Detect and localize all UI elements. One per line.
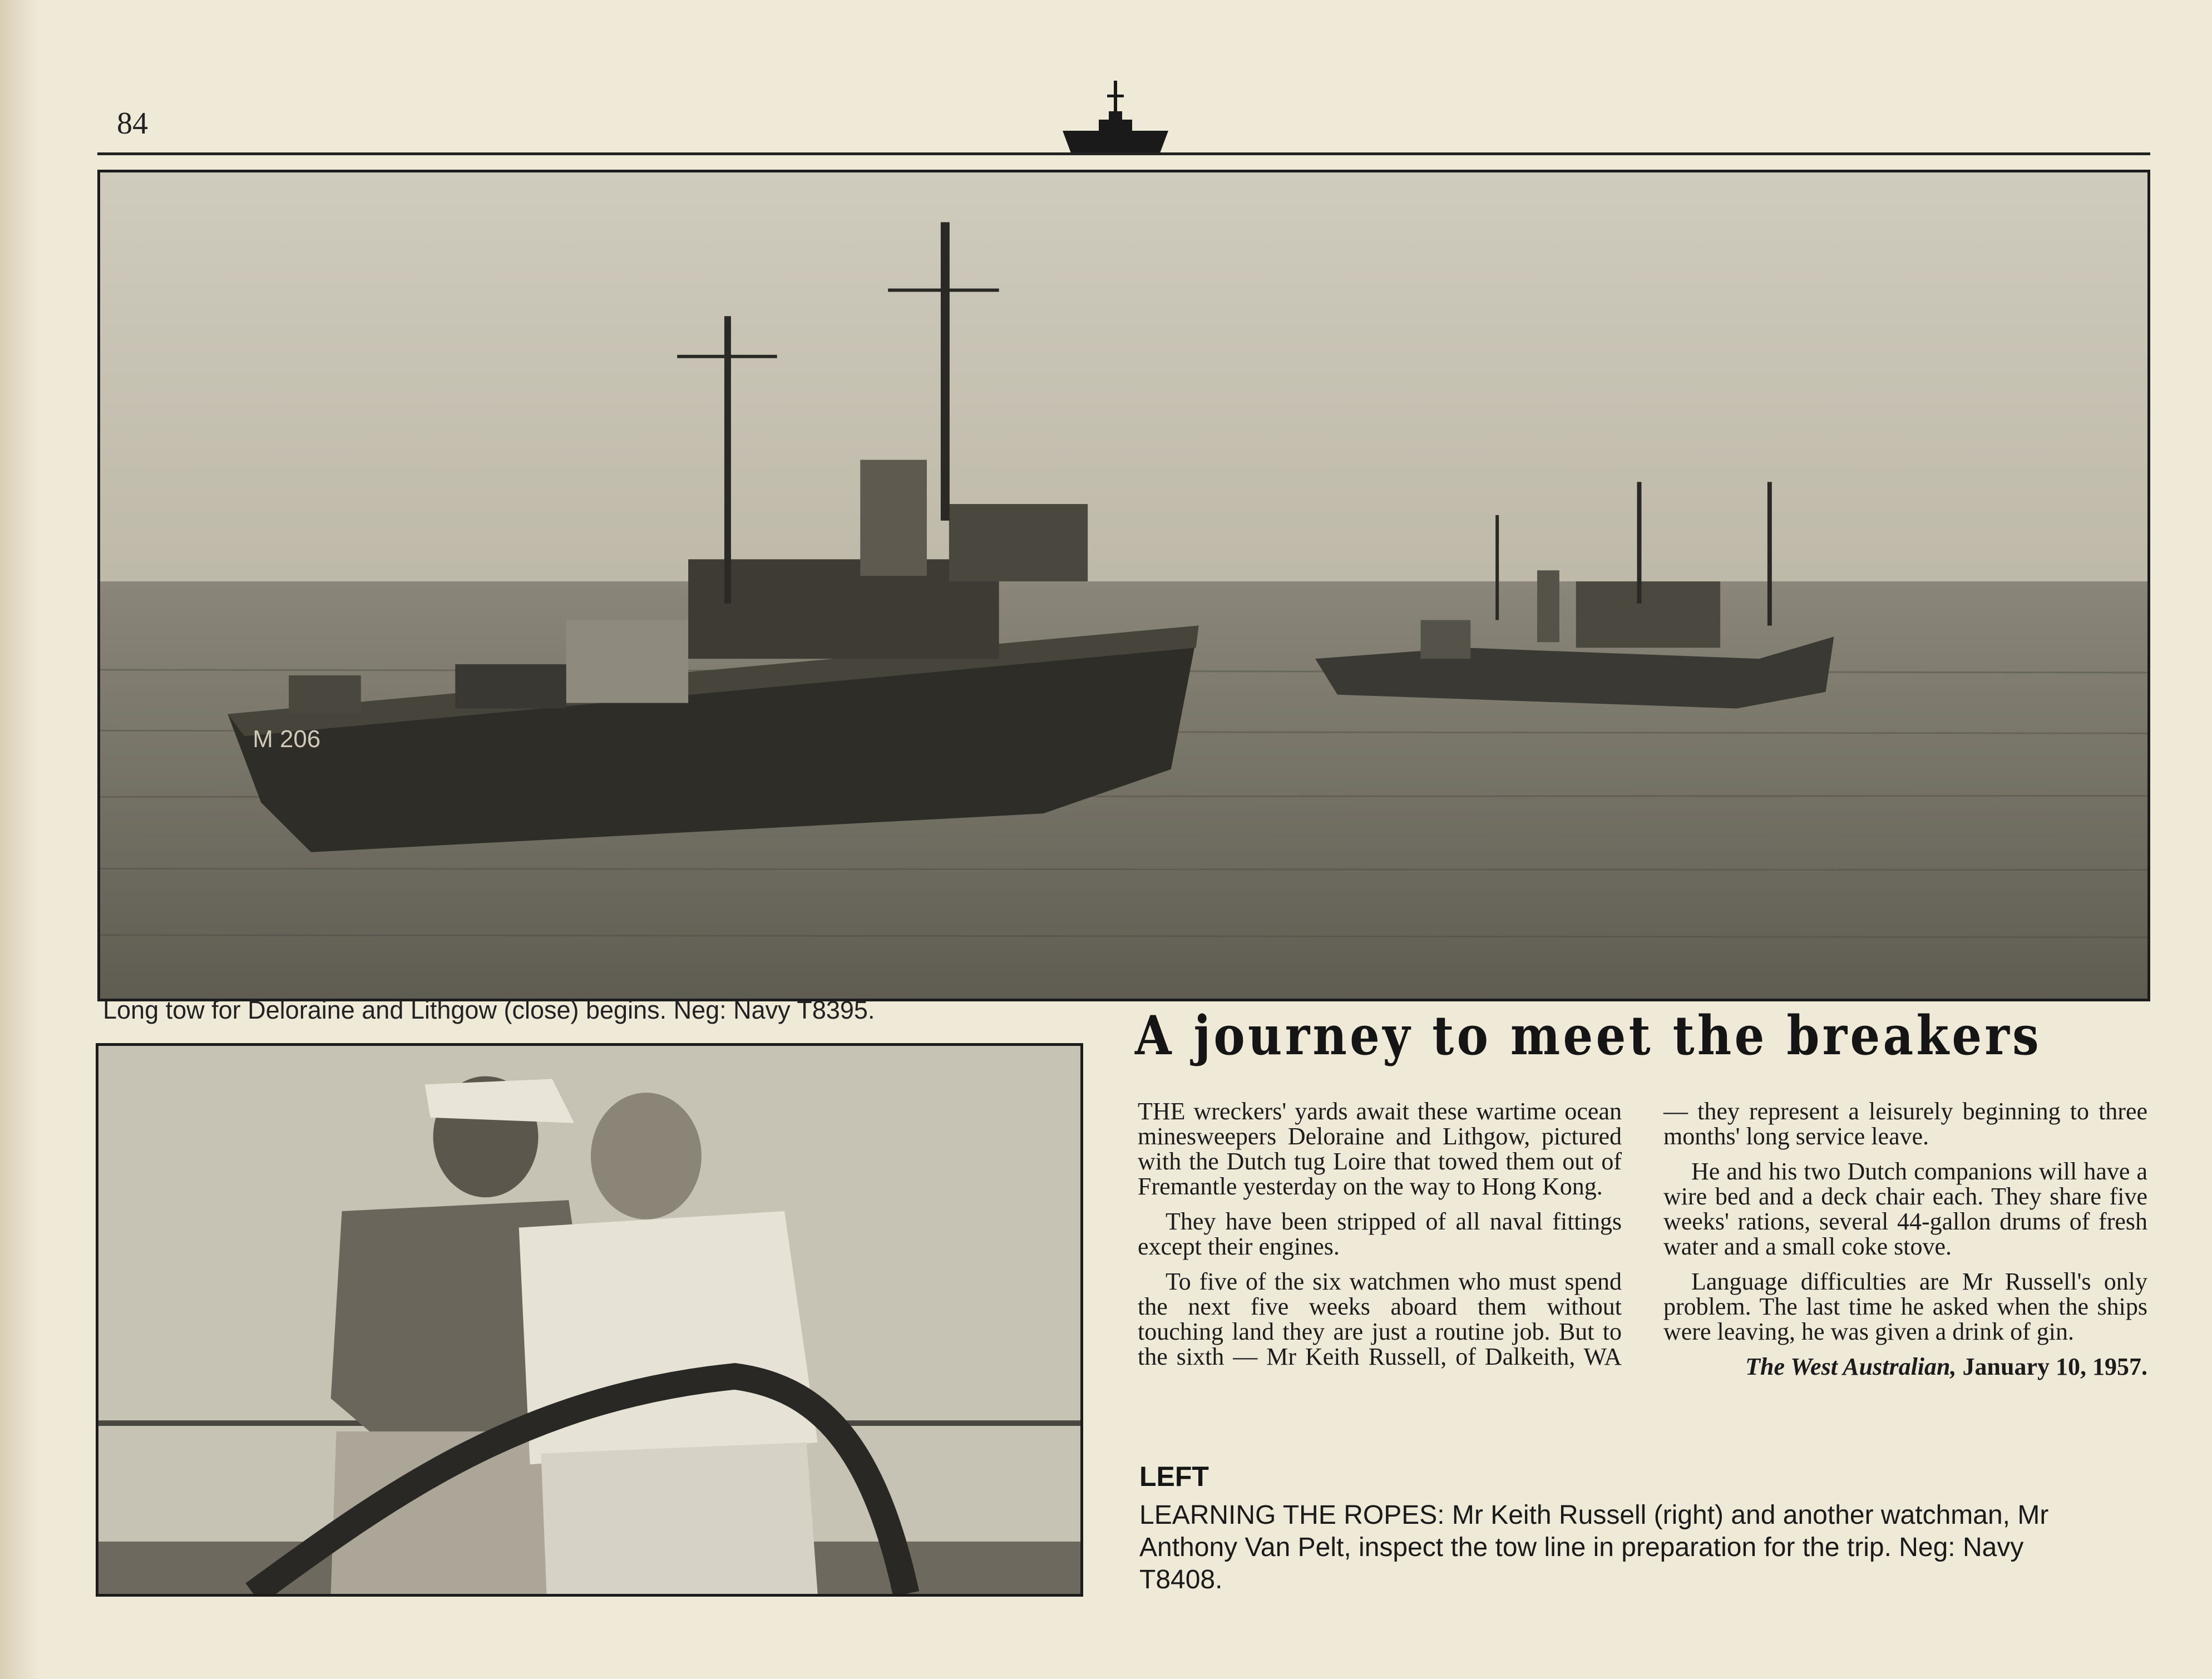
article-paragraph: Language difficulties are Mr Russell's only problem. The last time he asked when the ships were leaving, he was given a drink of gin. xyxy=(1663,1268,2147,1345)
article-date: January 10, 1957. xyxy=(1962,1353,2147,1380)
article-paragraph: They have been stripped of all naval fittings except their engines. xyxy=(1138,1208,1622,1260)
bottom-photo-caption: LEARNING THE ROPES: Mr Keith Russell (right) and another watchman, Mr Anthony Van Pelt, inspect the tow line in preparation for the trip. Neg: Navy T8408. xyxy=(1139,1500,2049,1594)
article-paragraph: THE wreckers' yards await these wartime ocean minesweepers Deloraine and Lithgow, pictured with the Dutch tug Loire that towed them out of Fremantle yesterday on the way to Hong Kong. xyxy=(1138,1098,1622,1200)
bottom-photo-label: LEFT xyxy=(1139,1461,1209,1492)
page-edge-shadow xyxy=(0,0,39,1679)
article-body xyxy=(1138,1099,2147,1455)
article-paragraph: He and his two Dutch companions will have a wire bed and a deck chair each. They share five weeks' rations, several 44-gallon drums of fresh water and a small coke stove. xyxy=(1663,1158,2147,1260)
top-photo xyxy=(97,170,2150,1001)
article-credit xyxy=(1663,1354,2147,1379)
ships-at-sea-photo xyxy=(100,172,2147,999)
watchmen-tow-line-photo xyxy=(98,1046,1080,1594)
top-photo-caption: Long tow for Deloraine and Lithgow (close) begins. Neg: Navy T8395. xyxy=(103,996,875,1024)
article-paragraph: To five of the six watchmen who must spend the next five weeks aboard them without touching land they are just a routine job. But to the sixth — Mr Keith Russell, of Dalkeith, WA — they represent a leisurely beginning to three months' long service leave. xyxy=(1138,1098,2147,1370)
article-source: The West Australian, xyxy=(1745,1353,1957,1380)
header-rule xyxy=(97,152,2150,155)
page-number: 84 xyxy=(117,106,148,141)
hull-marking: M 206 xyxy=(253,725,321,753)
ship-emblem-icon xyxy=(1060,78,1171,159)
bottom-photo xyxy=(96,1043,1083,1597)
article-headline: A journey to meet the breakers xyxy=(1135,1004,2042,1067)
